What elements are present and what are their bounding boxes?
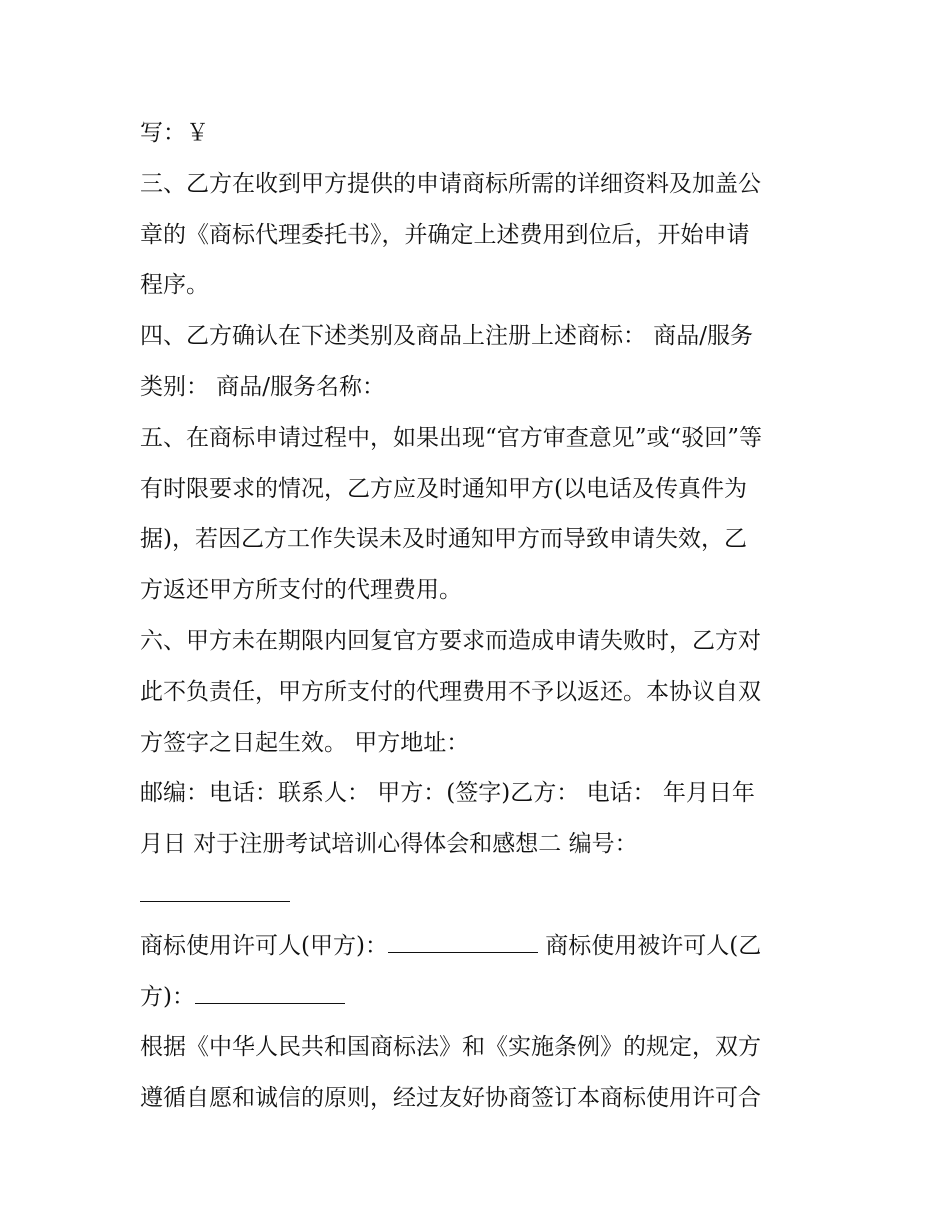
text-line: 三、乙方在收到甲方提供的申请商标所需的详细资料及加盖公: [140, 170, 761, 197]
text-line: 月日 对于注册考试培训心得体会和感想二 编号：: [140, 831, 638, 858]
text-line: 四、乙方确认在下述类别及商品上注册上述商标： 商品/服务: [140, 323, 754, 350]
licensee-label: 商标使用被许可人(乙: [545, 932, 762, 959]
contract-number-blank: [140, 871, 290, 902]
parties-line: [140, 921, 820, 972]
text-line: 邮编：电话：联系人： 甲方：(签字)乙方： 电话： 年月日年: [140, 780, 755, 807]
text-line: 此不负责任，甲方所支付的代理费用不予以返还。本协议自双: [140, 678, 761, 705]
text-line: 据)，若因乙方工作失误未及时通知甲方而导致申请失效，乙: [140, 526, 747, 553]
text-line: 根据《中华人民共和国商标法》和《实施条例》的规定，双方: [140, 1034, 761, 1061]
text-line: 方签字之日起生效。 甲方地址：: [140, 729, 470, 756]
document-body: [140, 108, 820, 1124]
text-line: 有时限要求的情况，乙方应及时通知甲方(以电话及传真件为: [140, 475, 747, 502]
text-line: 遵循自愿和诚信的原则，经过友好协商签订本商标使用许可合: [140, 1085, 761, 1112]
licensee-label-cont: 方)：: [140, 983, 195, 1010]
text-line: 六、甲方未在期限内回复官方要求而造成申请失败时，乙方对: [140, 627, 761, 654]
licensee-line: [140, 972, 820, 1023]
licensee-blank: [195, 973, 345, 1004]
text-line: 程序。: [140, 272, 209, 299]
text-line: 类别： 商品/服务名称：: [140, 373, 386, 400]
text-line: 五、在商标申请过程中，如果出现“官方审查意见”或“驳回”等: [140, 424, 763, 451]
text-line: 写：￥: [140, 120, 209, 146]
text-line: 方返还甲方所支付的代理费用。: [140, 577, 462, 604]
text-line: 章的《商标代理委托书》，并确定上述费用到位后，开始申请: [140, 221, 750, 248]
contract-number-line: [140, 870, 820, 921]
licensor-blank: [388, 922, 538, 953]
licensor-label: 商标使用许可人(甲方)：: [140, 932, 388, 959]
